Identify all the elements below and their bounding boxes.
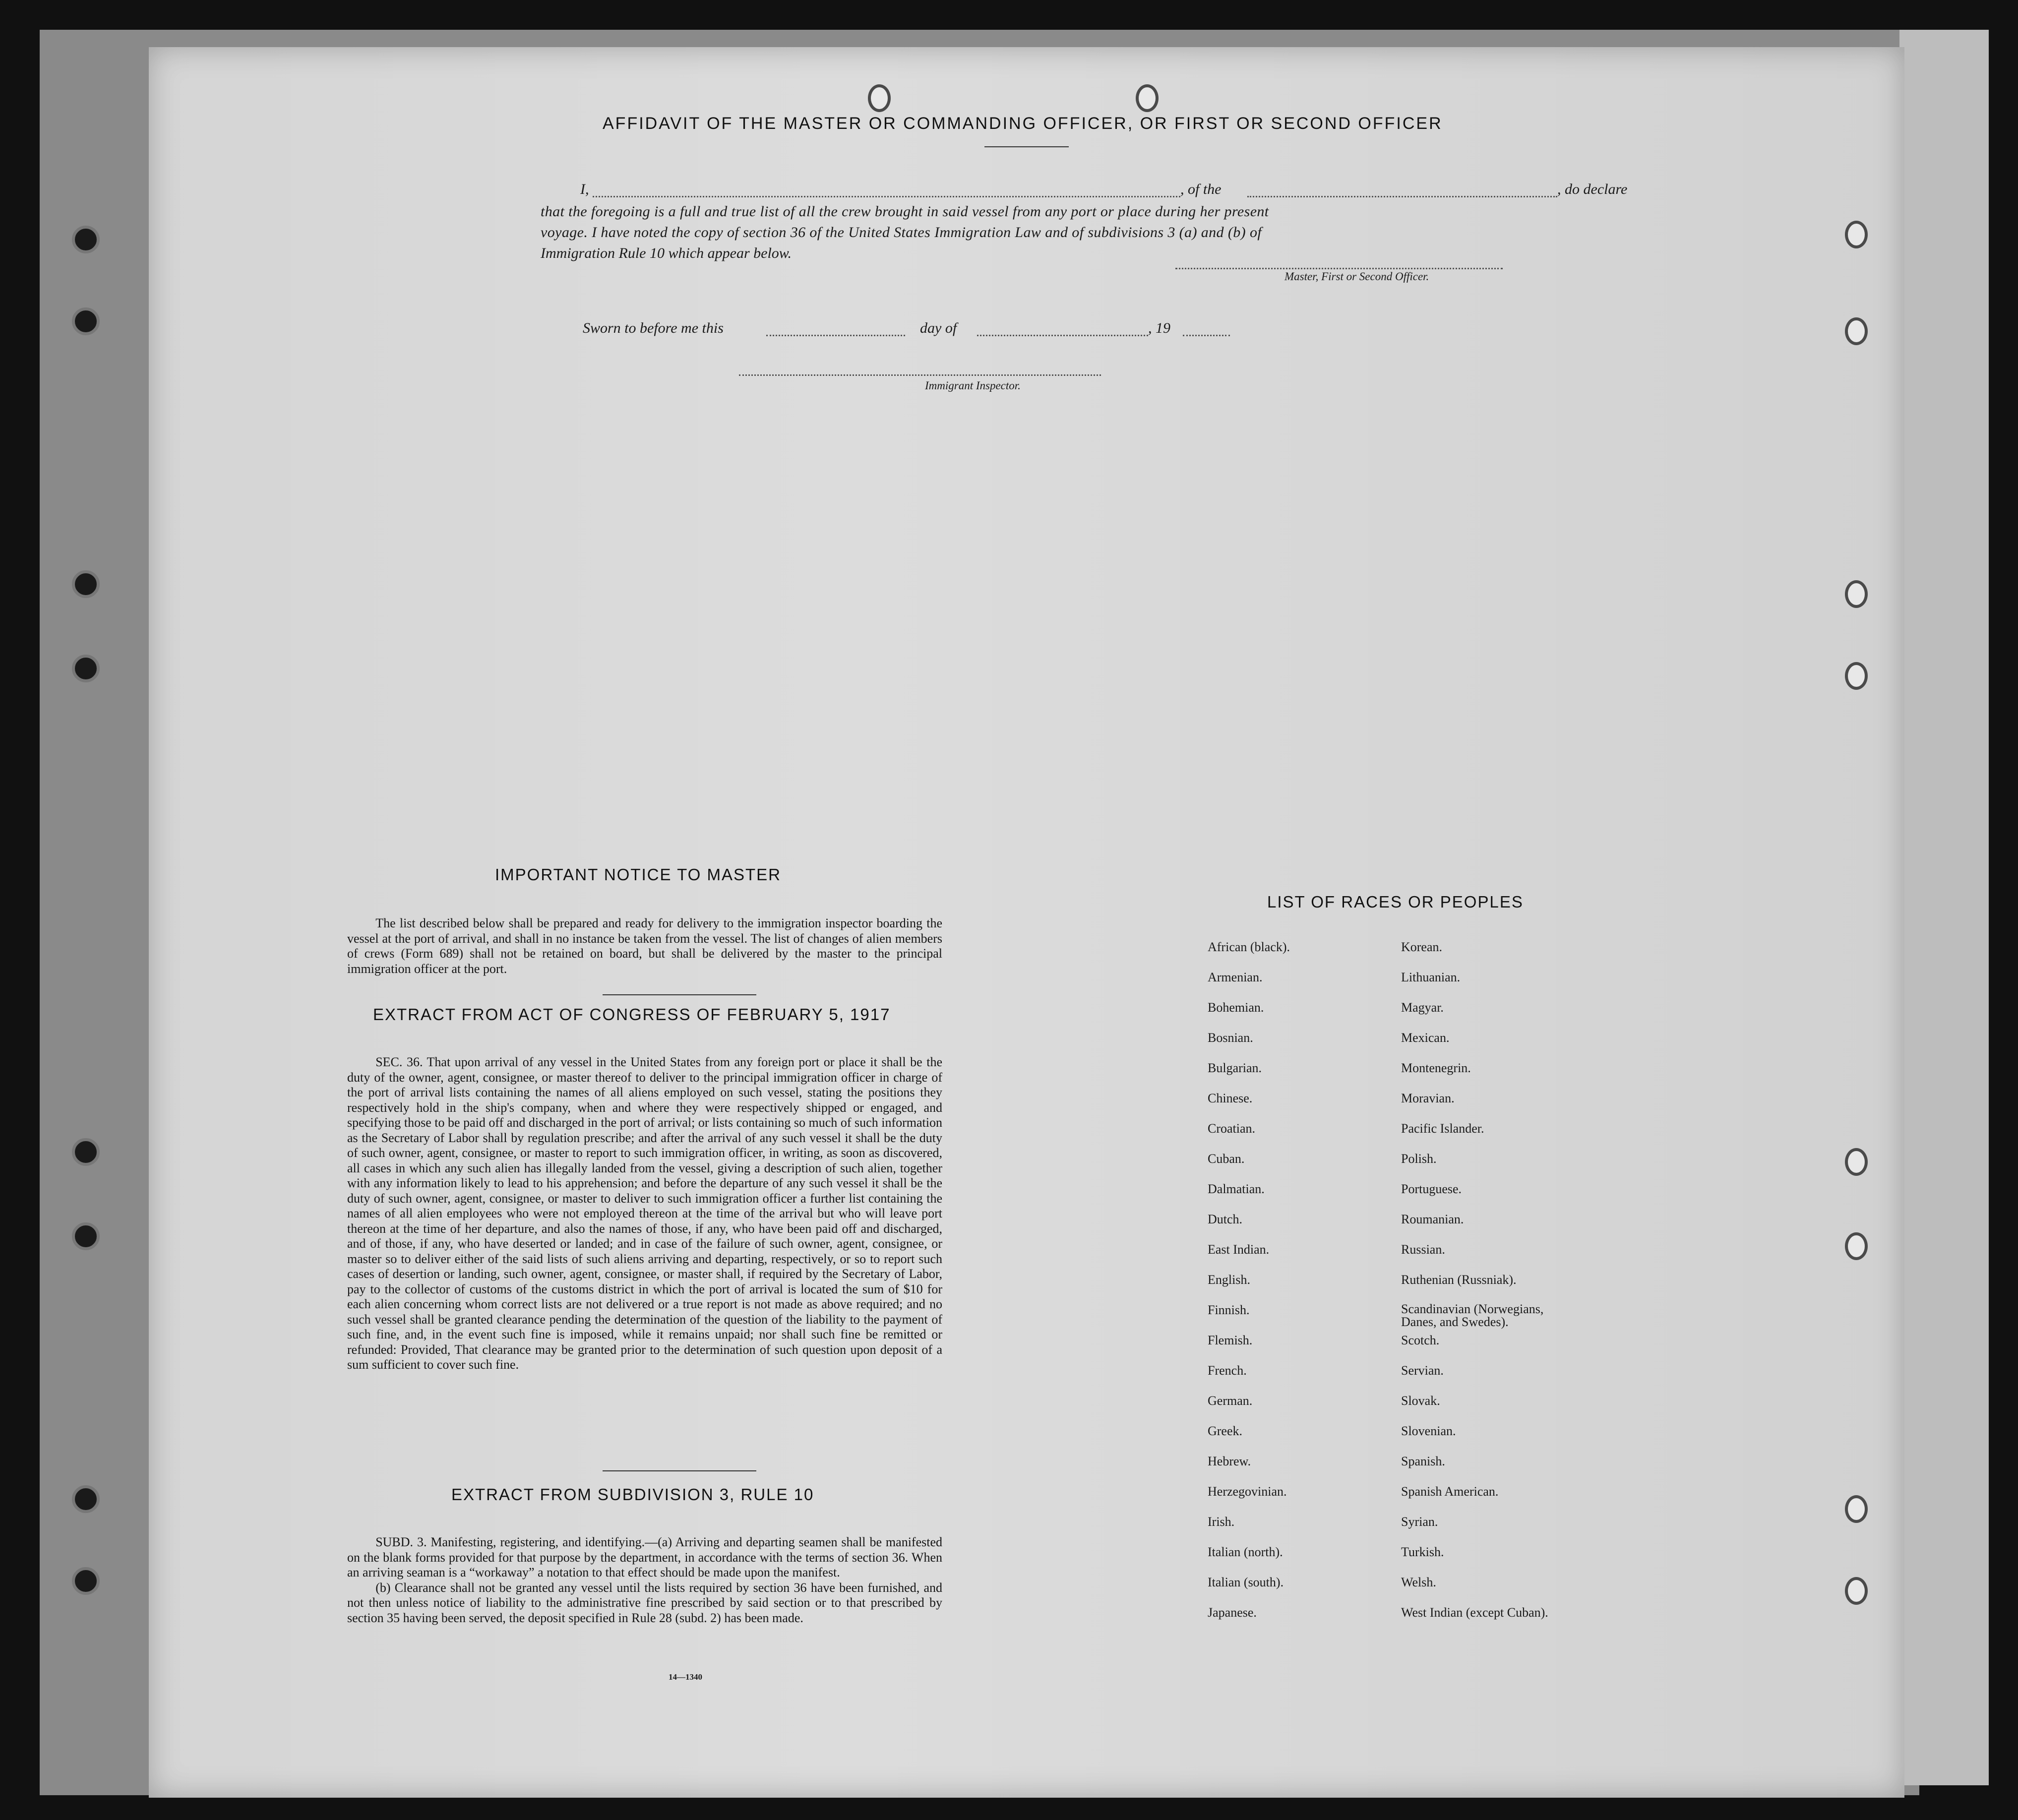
race-item: Slovenian. [1401,1424,1456,1438]
affidavit-line-3: Immigration Rule 10 which appear below. [541,245,792,261]
race-item: Ruthenian (Russniak). [1401,1273,1517,1287]
affidavit-declare-label: , do declare [1557,181,1628,197]
subdivision-b-paragraph: (b) Clearance shall not be granted any vessel until the lists required by section 36 have been furnished, and not then unless notice of liability to the administrative fine prescribed by said section or to that prescribed by section 35 having been served, the deposit specified in Rule 28 (subd. 2) has been made. [347,1580,942,1625]
act-extract-title: EXTRACT FROM ACT OF CONGRESS OF FEBRUARY 5, 1917 [373,1005,891,1024]
race-item: German. [1208,1394,1253,1408]
race-item: Roumanian. [1401,1212,1464,1226]
rule-extract-body [347,1535,942,1626]
affidavit-title: AFFIDAVIT OF THE MASTER OR COMMANDING OFFICER, OR FIRST OR SECOND OFFICER [603,114,1443,133]
race-item: Scotch. [1401,1333,1440,1347]
sworn-label: Sworn to before me this [583,320,724,336]
act-extract-body [347,1055,942,1373]
punch-hole-icon [72,226,100,253]
race-item: Dalmatian. [1208,1182,1265,1196]
grommet-icon [868,84,891,112]
punch-hole-icon [72,1485,100,1513]
binding-ring-icon [1845,221,1868,248]
punch-hole-icon [72,1222,100,1250]
master-signature-label: Master, First or Second Officer. [1284,270,1429,283]
race-item: Spanish American. [1401,1484,1499,1499]
race-item: Lithuanian. [1401,970,1461,984]
race-item: Scandinavian (Norwegians, Danes, and Swedes). [1401,1302,1544,1329]
title-divider [984,146,1069,147]
sworn-day-blank[interactable] [766,335,905,336]
binding-ring-icon [1845,1232,1868,1260]
punch-hole-icon [72,307,100,335]
race-item: Pacific Islander. [1401,1121,1484,1136]
race-item: Slovak. [1401,1394,1440,1408]
form-sheet [149,47,1904,1798]
notice-body [347,916,942,976]
notice-title: IMPORTANT NOTICE TO MASTER [495,865,782,884]
form-number: 14—1340 [669,1672,702,1682]
race-item: Italian (north). [1208,1545,1283,1559]
subdivision-a-paragraph: SUBD. 3. Manifesting, registering, and identifying.—(a) Arriving and departing seamen shall be manifested on the blank forms provided for that purpose by the department, in accordance with the terms of section 36. When an arriving seaman is a “workaway” a notation to that effect should be made upon the manifest. [347,1535,942,1579]
race-item: Korean. [1401,940,1443,954]
race-item: Turkish. [1401,1545,1444,1559]
race-item: Croatian. [1208,1121,1256,1136]
binding-ring-icon [1845,317,1868,345]
races-left-column [1208,940,1396,1636]
inspector-label: Immigrant Inspector. [925,379,1021,392]
binding-ring-icon [1845,662,1868,690]
race-item: Servian. [1401,1363,1444,1378]
race-item: Bohemian. [1208,1000,1264,1015]
race-item: Japanese. [1208,1605,1257,1620]
race-item: Irish. [1208,1515,1235,1529]
section-36-paragraph: SEC. 36. That upon arrival of any vessel in the United States from any foreign port or place it shall be the duty of the owner, agent, consignee, or master thereof to deliver to the principal immigration officer in charge of the port of arrival lists containing the names of all aliens employed on such vessel, stating the positions they respectively hold in the ship's company, when and where they were respectively shipped or engaged, and specifying those to be paid off and discharged in the port of arrival; or lists containing so much of such information as the Secretary of Labor shall by regulation prescribe; and after the arrival of any such vessel it shall be the duty of such owner, agent, consignee, or master to report to such immigration officer, in writing, as soon as discovered, all cases in which any such alien has illegally landed from the vessel, giving a description of such alien, together with any information likely to lead to his apprehension; and before the departure of any such vessel it shall be the duty of such owner, agent, consignee, or master to deliver to such immigration officer a further list containing the names of all alien employees who were not employed thereon at the time of the arrival but who will leave port thereon at the time of her departure, and also the names of those, if any, who have been paid off and discharged, and of those, if any, who have deserted or landed; and in case of the failure of such owner, agent, consignee, or master so to deliver either of the said lists of such aliens arriving and departing, respectively, or so to report such cases of desertion or landing, such owner, agent, consignee, or master shall, if required by the Secretary of Labor, pay to the collector of customs of the customs district in which the port of arrival is located the sum of $10 for each alien concerning whom correct lists are not delivered or a true report is not made as above required; and no such vessel shall be granted clearance pending the determination of the question of the liability to the payment of such fine, and, in the event such fine is imposed, while it remains unpaid; nor shall such fine be remitted or refunded: Provided, That clearance may be granted prior to the determination of such question upon deposit of a sum sufficient to cover such fine. [347,1055,942,1372]
inspector-signature-blank[interactable] [739,374,1101,376]
race-item: Magyar. [1401,1000,1444,1015]
binding-ring-icon [1845,1577,1868,1605]
race-item: Bulgarian. [1208,1061,1262,1075]
race-item: English. [1208,1273,1250,1287]
race-item: Mexican. [1401,1031,1450,1045]
punch-hole-icon [72,570,100,598]
affidavit-line-2: voyage. I have noted the copy of section 36 of the United States Immigration Law and of subdivisions 3 (a) and (b) of [541,224,1262,241]
race-item: Chinese. [1208,1091,1253,1105]
race-item: Hebrew. [1208,1454,1251,1468]
binding-ring-icon [1845,580,1868,608]
name-blank[interactable] [593,196,1180,197]
binding-ring-icon [1845,1148,1868,1176]
race-item: Moravian. [1401,1091,1455,1105]
race-item: Italian (south). [1208,1575,1284,1589]
punch-hole-icon [72,1138,100,1166]
sworn-month-blank[interactable] [977,335,1148,336]
race-item: West Indian (except Cuban). [1401,1605,1548,1620]
act-divider [603,1470,756,1471]
race-item: Flemish. [1208,1333,1253,1347]
race-item: Cuban. [1208,1152,1245,1166]
race-item: French. [1208,1363,1247,1378]
race-item: Dutch. [1208,1212,1243,1226]
race-item: Montenegrin. [1401,1061,1471,1075]
binding-ring-icon [1845,1495,1868,1523]
race-item: Portuguese. [1401,1182,1462,1196]
race-item: Syrian. [1401,1515,1438,1529]
punch-hole-icon [72,1567,100,1595]
race-item: Bosnian. [1208,1031,1253,1045]
year-label: , 19 [1148,320,1170,336]
grommet-icon [1136,84,1159,112]
race-item: Finnish. [1208,1303,1250,1317]
notice-divider [603,994,756,995]
sworn-year-blank[interactable] [1183,335,1230,336]
page-edge-strip [1899,30,1989,1785]
affidavit-line-1: that the foregoing is a full and true list of all the crew brought in said vessel from any port or place during her present [541,203,1269,220]
race-item: Armenian. [1208,970,1263,984]
punch-hole-icon [72,655,100,682]
affidavit-i-label: I, [580,181,589,197]
race-item: Polish. [1401,1152,1437,1166]
notice-paragraph: The list described below shall be prepared and ready for delivery to the immigration inspector boarding the vessel at the port of arrival, and shall in no instance be taken from the vessel. The list of changes of alien members of crews (Form 689) shall not be retained on board, but shall be delivered by the master to the principal immigration officer at the port. [347,916,942,976]
vessel-blank[interactable] [1247,196,1557,197]
race-item: African (black). [1208,940,1290,954]
bleed-through [1190,414,1199,431]
races-title: LIST OF RACES OR PEOPLES [1267,893,1524,911]
affidavit-of-the-label: , of the [1180,181,1222,197]
race-item: East Indian. [1208,1242,1270,1257]
race-item: Herzegovinian. [1208,1484,1287,1499]
race-item: Russian. [1401,1242,1445,1257]
rule-extract-title: EXTRACT FROM SUBDIVISION 3, RULE 10 [451,1485,814,1504]
race-item: Greek. [1208,1424,1243,1438]
race-item: Welsh. [1401,1575,1436,1589]
race-item: Spanish. [1401,1454,1445,1468]
day-of-label: day of [920,320,957,336]
master-signature-blank[interactable] [1175,268,1503,269]
races-right-column [1401,940,1629,1636]
